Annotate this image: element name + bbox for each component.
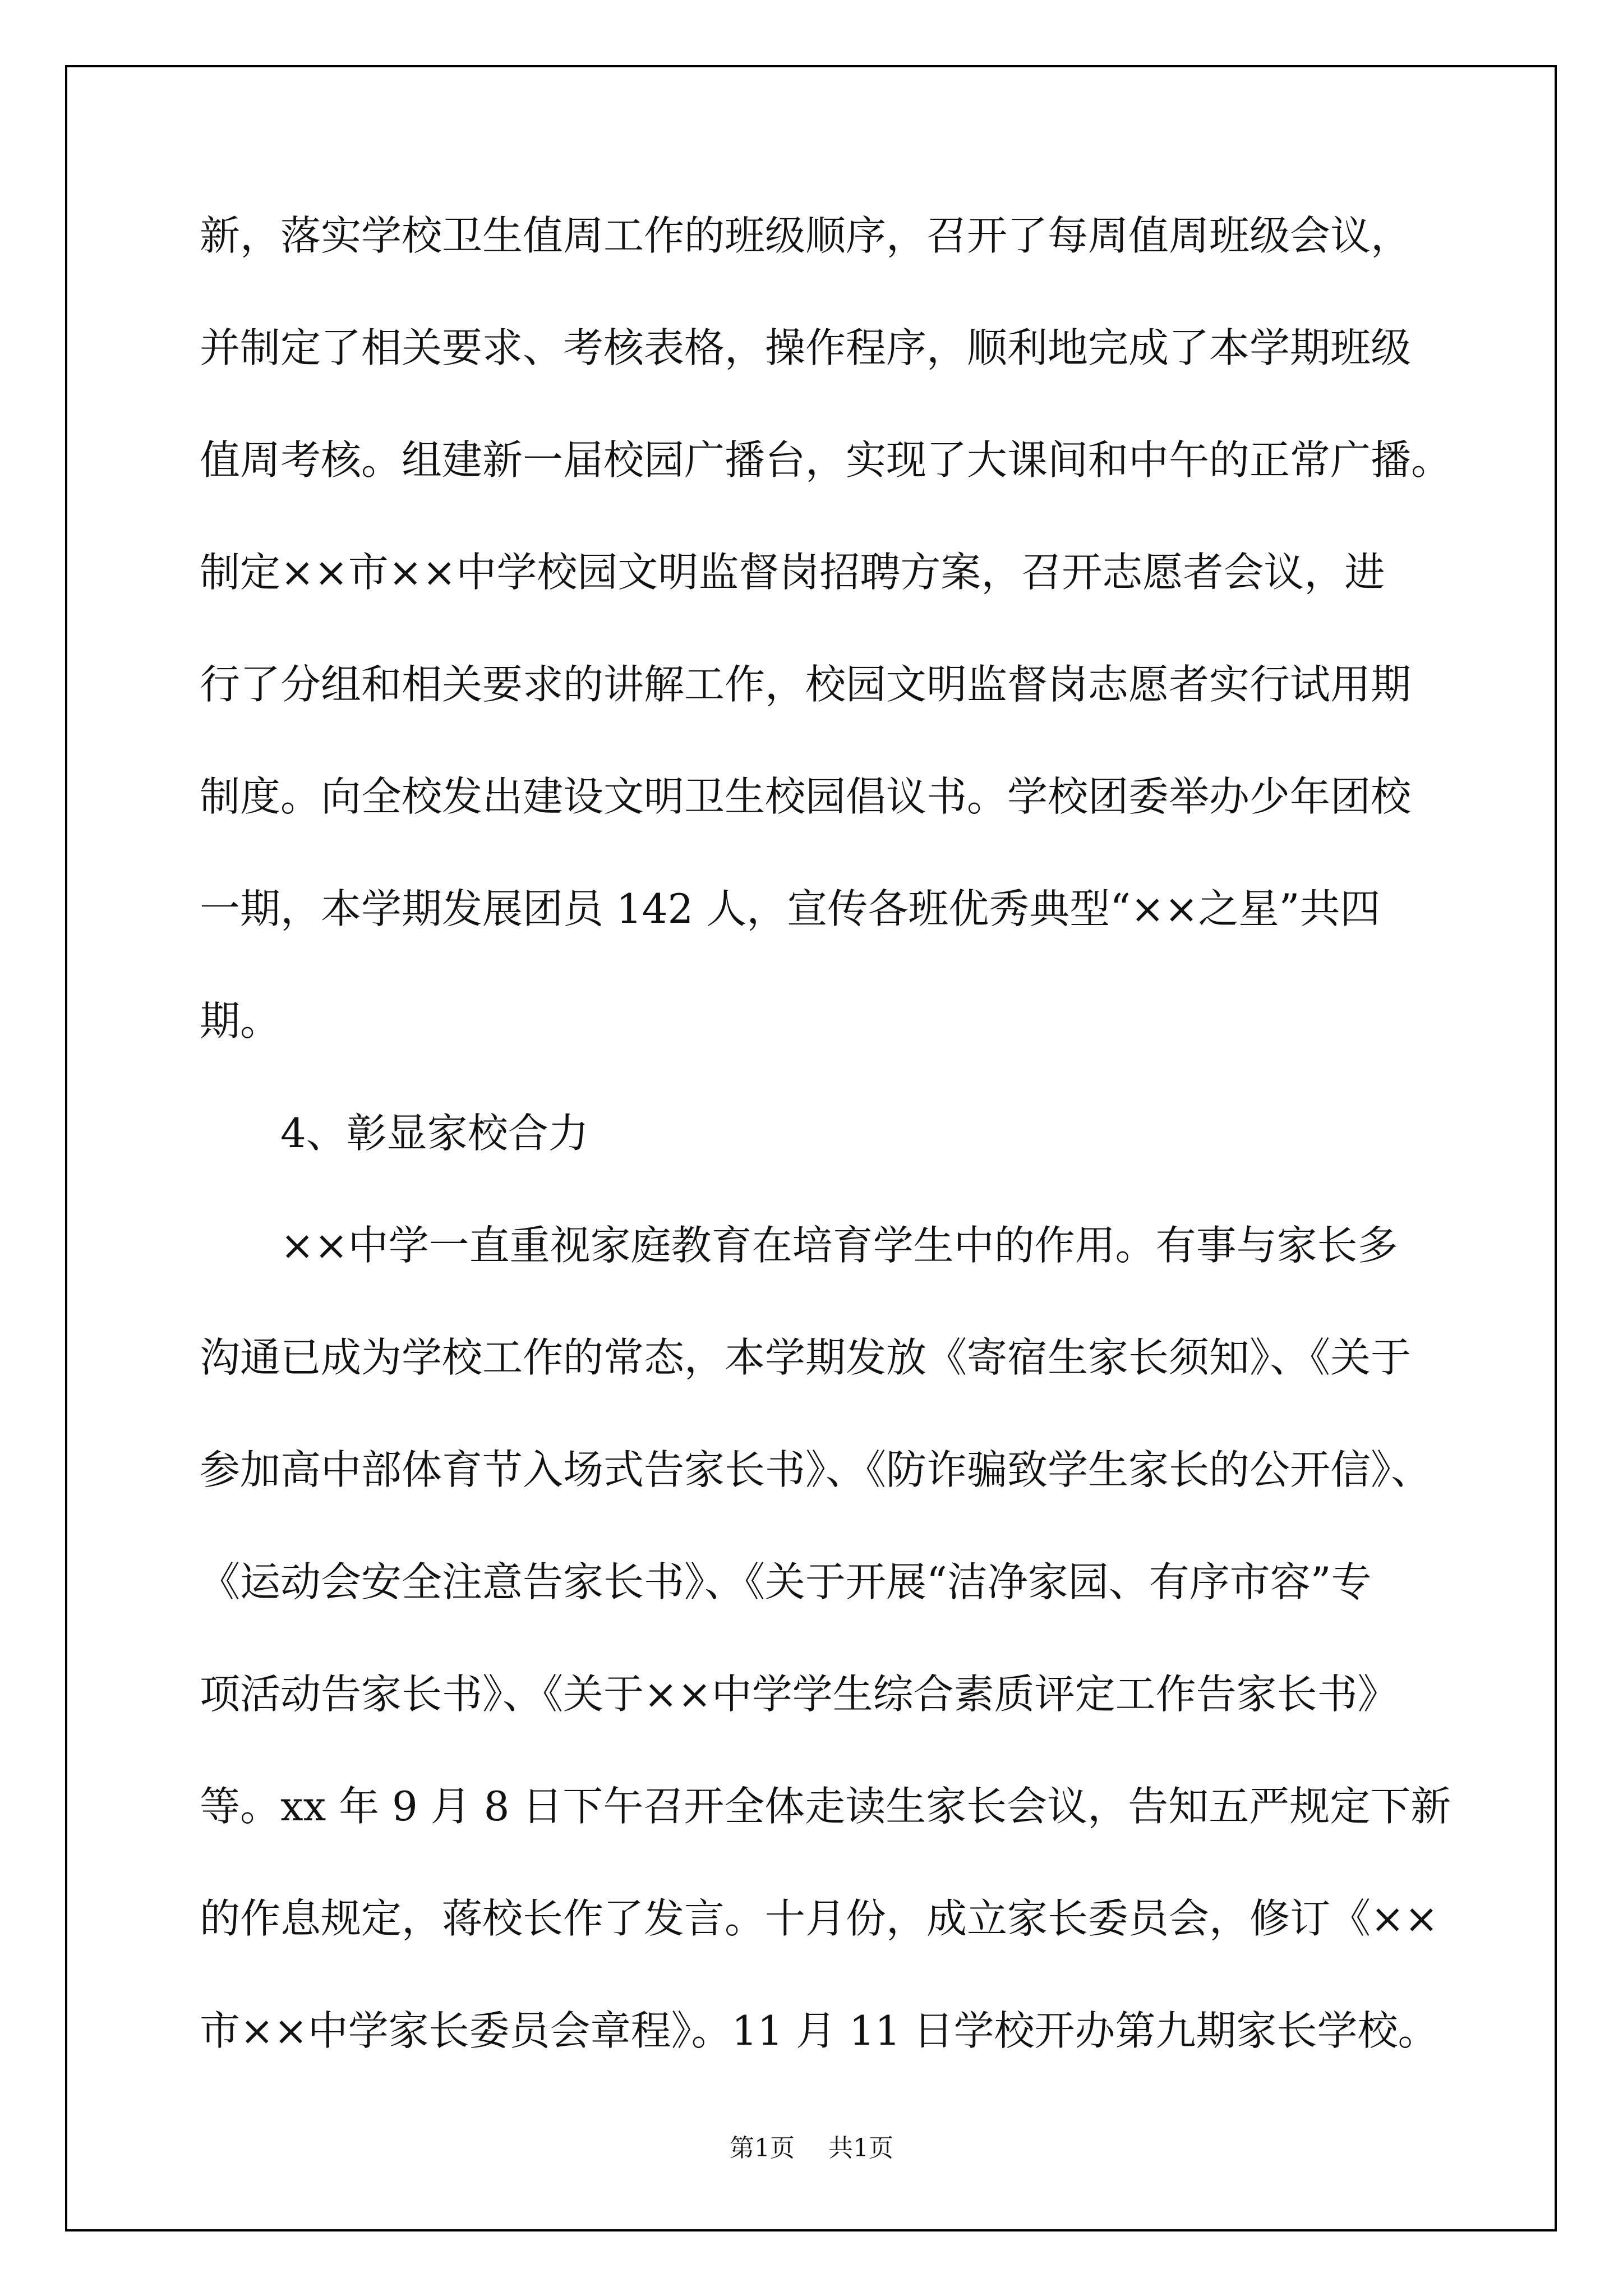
- text-line: 沟通已成为学校工作的常态，本学期发放《寄宿生家长须知》、《关于: [200, 1334, 1412, 1381]
- text-line: 期。: [200, 997, 281, 1045]
- text-line: 参加高中部体育节入场式告家长书》、《防诈骗致学生家长的公开信》、: [200, 1446, 1432, 1493]
- text-line: 《运动会安全注意告家长书》、《关于开展“洁净家园、有序市容”专: [200, 1558, 1372, 1605]
- text-line: 项活动告家长书》、《关于××中学学生综合素质评定工作告家长书》: [200, 1671, 1398, 1718]
- page-number: 第1页: [730, 2134, 795, 2162]
- text-line: 制定××市××中学校园文明监督岗招聘方案，召开志愿者会议，进: [200, 549, 1385, 596]
- text-line: 制度。向全校发出建设文明卫生校园倡议书。学校团委举办少年团校: [200, 773, 1412, 820]
- text-line: 的作息规定，蒋校长作了发言。十月份，成立家长委员会，修订《××: [200, 1895, 1438, 1942]
- text-line: 一期，本学期发展团员 142 人，宣传各班优秀典型“××之星”共四: [200, 885, 1381, 932]
- page-total: 共1页: [828, 2134, 893, 2162]
- text-line: 行了分组和相关要求的讲解工作，校园文明监督岗志愿者实行试用期: [200, 661, 1412, 708]
- page-footer: [0, 2132, 1623, 2165]
- text-line: 市××中学家长委员会章程》。11 月 11 日学校开办第九期家长学校。: [200, 2007, 1438, 2054]
- text-line: 等。xx 年 9 月 8 日下午召开全体走读生家长会议，告知五严规定下新: [200, 1783, 1451, 1830]
- text-line: 值周考核。组建新一届校园广播台，实现了大课间和中午的正常广播。: [200, 436, 1452, 484]
- text-line: 新，落实学校卫生值周工作的班级顺序，召开了每周值周班级会议，: [200, 212, 1412, 259]
- section-heading: 4、彰显家校合力: [280, 1110, 589, 1157]
- text-line: ××中学一直重视家庭教育在培育学生中的作用。有事与家长多: [280, 1222, 1398, 1269]
- text-line: 并制定了相关要求、考核表格，操作程序，顺利地完成了本学期班级: [200, 324, 1412, 371]
